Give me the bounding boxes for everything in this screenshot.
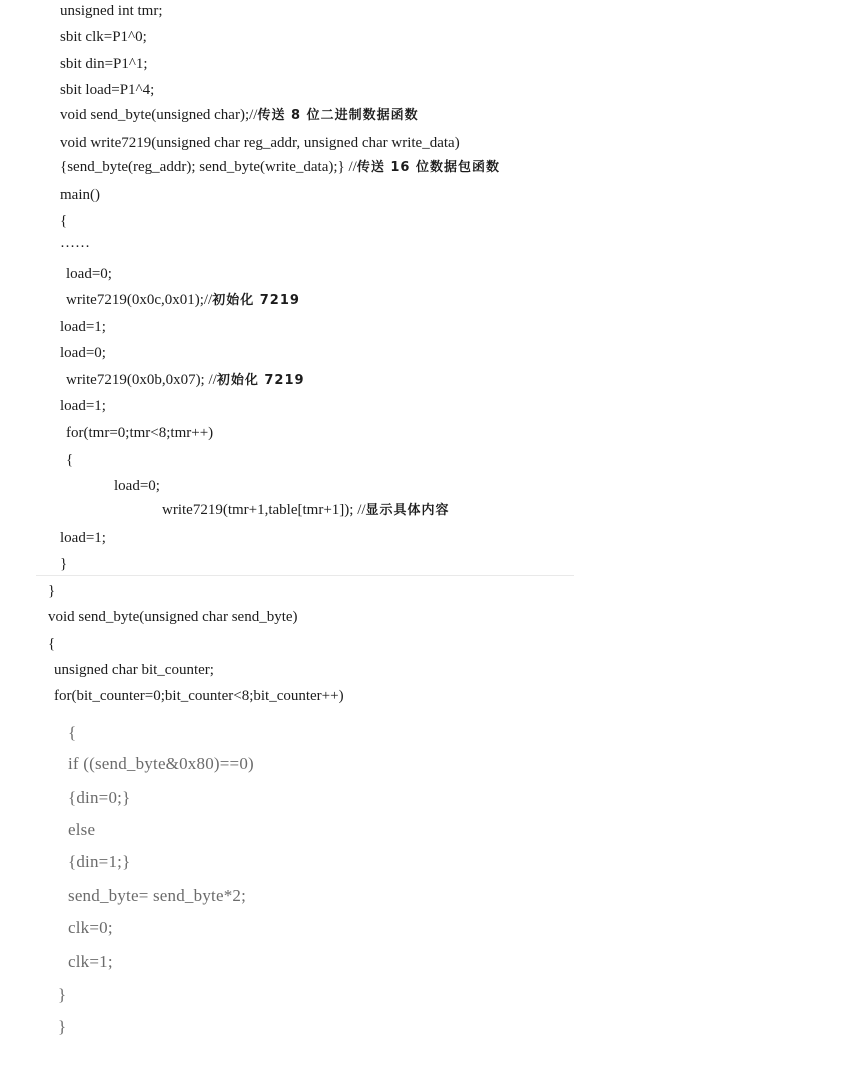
code-line: load=0;	[60, 345, 106, 361]
code-line: void write7219(unsigned char reg_addr, unsigned char write_data)	[60, 135, 460, 151]
code-line: for(bit_counter=0;bit_counter<8;bit_counter++)	[54, 688, 344, 704]
code-line: clk=0;	[68, 918, 113, 937]
code-comment: 初始化 7219	[216, 373, 305, 388]
code-line: load=1;	[60, 319, 106, 335]
code-line: }	[58, 985, 67, 1004]
code-line: {	[68, 723, 77, 742]
code-line: load=0;	[114, 478, 160, 494]
code-line: write7219(0x0b,0x07); //初始化 7219	[66, 372, 305, 388]
code-line: }	[58, 1017, 67, 1036]
code-line: {	[60, 213, 68, 229]
code-line: load=1;	[60, 530, 106, 546]
code-line: send_byte= send_byte*2;	[68, 886, 247, 905]
code-line: sbit load=P1^4;	[60, 82, 155, 98]
code-comment: 初始化 7219	[212, 293, 300, 308]
code-comment: 显示具体内容	[365, 503, 450, 518]
code-line: void send_byte(unsigned char send_byte)	[48, 609, 298, 625]
code-line: main()	[60, 187, 100, 203]
code-line: {	[48, 636, 56, 652]
code-line: write7219(tmr+1,table[tmr+1]); //显示具体内容	[162, 502, 450, 518]
code-line: void send_byte(unsigned char);//传送 8 位二进制数据函数	[60, 107, 419, 123]
code-comment: 传送 16 位数据包函数	[356, 160, 500, 175]
code-line: {send_byte(reg_addr); send_byte(write_data);} //传送 16 位数据包函数	[60, 159, 500, 175]
code-comment: 传送 8 位二进制数据函数	[257, 108, 419, 123]
code-line: write7219(0x0c,0x01);//初始化 7219	[66, 292, 300, 308]
code-line: unsigned char bit_counter;	[54, 662, 214, 678]
code-line: unsigned int tmr;	[60, 3, 163, 19]
code-line: load=0;	[66, 266, 112, 282]
code-line: else	[68, 820, 96, 839]
code-line: if ((send_byte&0x80)==0)	[68, 754, 254, 773]
code-line: {din=0;}	[68, 788, 131, 807]
code-line: sbit clk=P1^0;	[60, 29, 147, 45]
code-line: for(tmr=0;tmr<8;tmr++)	[66, 425, 214, 441]
code-line: }	[48, 583, 56, 599]
code-line: }	[60, 556, 68, 572]
section-divider	[36, 575, 574, 576]
code-line: sbit din=P1^1;	[60, 56, 148, 72]
code-line: {din=1;}	[68, 852, 131, 871]
code-line: ……	[60, 235, 90, 251]
code-line: clk=1;	[68, 952, 113, 971]
code-line: {	[66, 452, 74, 468]
code-line: load=1;	[60, 398, 106, 414]
